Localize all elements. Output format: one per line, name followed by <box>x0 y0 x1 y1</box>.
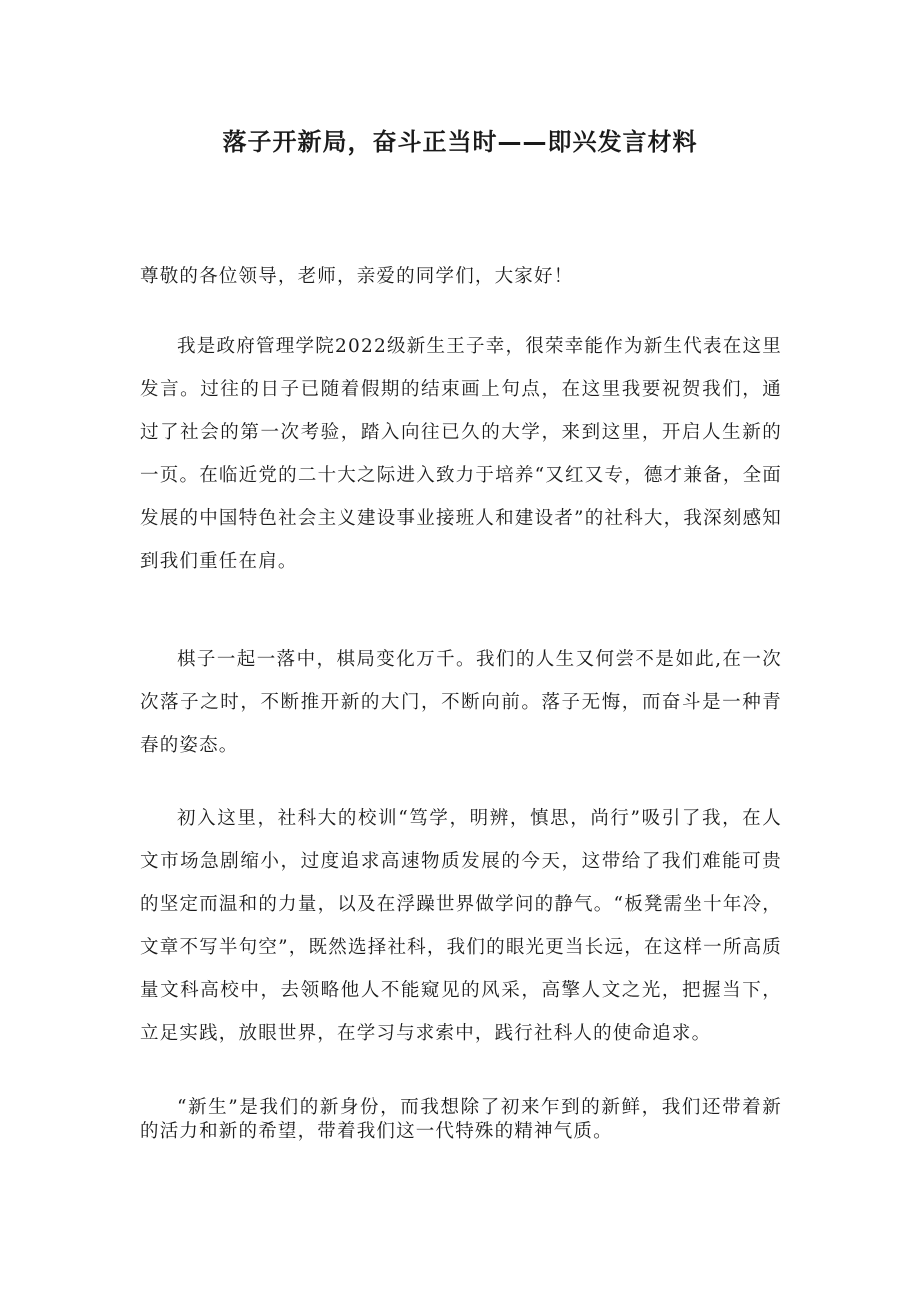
body-paragraph: 我是政府管理学院2022级新生王子幸，很荣幸能作为新生代表在这里发言。过往的日子已随着假期的结束画上句点，在这里我要祝贺我们，通过了社会的第一次考验，踏入向往已久的大学，来到这里，开启人生新的一页。在临近党的二十大之际进入致力于培养“又红又专，德才兼备，全面发展的中国特色社会主义建设事业接班人和建设者”的社科大，我深刻感知到我们重任在肩。 <box>140 336 782 572</box>
body-paragraph: 初入这里，社科大的校训“笃学，明辨，慎思，尚行”吸引了我，在人文市场急剧缩小，过度追求高速物质发展的今天，这带给了我们难能可贵的坚定而温和的力量，以及在浮躁世界做学问的静气。“板凳需坐十年冷，文章不写半句空”，既然选择社科，我们的眼光更当长远，在这样一所高质量文科高校中，去领略他人不能窥见的风采，高擎人文之光，把握当下，立足实践，放眼世界，在学习与求索中，践行社科人的使命追求。 <box>140 808 782 1044</box>
body-paragraph: “新生”是我们的新身份，而我想除了初来乍到的新鲜，我们还带着新的活力和新的希望，带着我们这一代特殊的精神气质。 <box>140 1097 782 1142</box>
greeting-paragraph: 尊敬的各位领导，老师，亲爱的同学们，大家好！ <box>140 266 574 287</box>
document-title: 落子开新局，奋斗正当时——即兴发言材料 <box>222 128 698 156</box>
body-paragraph: 棋子一起一落中，棋局变化万千。我们的人生又何尝不是如此,在一次次落子之时，不断推开新的大门，不断向前。落子无悔，而奋斗是一种青春的姿态。 <box>140 649 782 756</box>
